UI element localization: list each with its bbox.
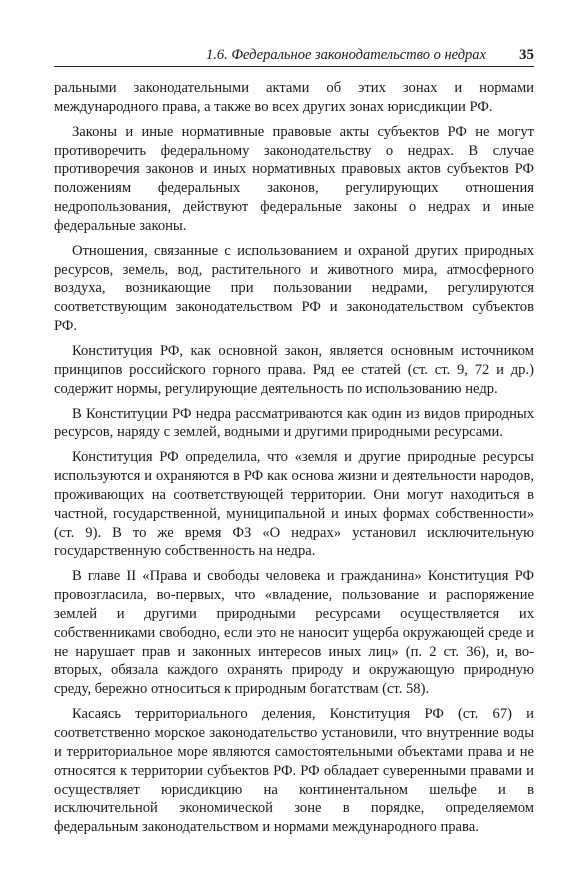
paragraph: В Конституции РФ недра рассматриваются как один из видов природных ресурсов, наряду с землей, водными и другими природными ресурсами. (54, 405, 534, 441)
paragraph: Отношения, связанные с использованием и охраной других природных ресурсов, земель, вод, растительного и животного мира, атмосферного воздуха, возникающие при пользовании недрами, регулируются соответствующим законодательством РФ и законодательством субъектов РФ. (54, 242, 534, 335)
paragraph: Законы и иные нормативные правовые акты субъектов РФ не могут противоречить федеральному законодательству о недрах. В случае противоречия законов и иных нормативных правовых актов субъектов РФ положениям федеральных законов, регулирующих отношения недропользования, действуют федеральные законы о недрах и иные федеральные законы. (54, 123, 534, 234)
book-page (54, 46, 534, 843)
paragraph: Конституция РФ определила, что «земля и другие природные ресурсы используются и охраняются в РФ как основа жизни и деятельности народов, проживающих на соответствующей территории. Они могут находиться в частной, государственной, муниципальной и иных формах собственности» (ст. 9). В то же время ФЗ «О недрах» установил исключительную государственную собственность на недра. (54, 449, 534, 560)
paragraph: Касаясь территориального деления, Конституция РФ (ст. 67) и соответственно морское законодательство установили, что внутренние воды и территориальное море являются самостоятельными объектами права и не относятся к территории субъектов РФ. РФ обладает суверенными правами и осуществляет юрисдикцию на континентальном шельфе и в исключительной экономической зоне в порядке, определяемом федеральным законодательством и нормами международного права. (54, 706, 534, 836)
page-number: 35 (519, 47, 534, 63)
paragraph: В главе II «Права и свободы человека и гражданина» Конституция РФ провозгласила, во-первых, что «владение, пользование и распоряжение землей и другими природными ресурсами осуществляется их собственниками свободно, если это не наносит ущерба окружающей среде и не нарушает прав и законных интересов иных лиц» (п. 2 ст. 36), и, во-вторых, обязала каждого охранять природу и окружающую природную среду, бережно относиться к природным богатствам (ст. 58). (54, 568, 534, 698)
paragraph-continuation: ральными законодательными актами об этих зонах и нормами международного права, а также во всех других зонах юрисдикции РФ. (54, 80, 534, 115)
section-title: 1.6. Федеральное законодательство о недрах (206, 47, 486, 63)
running-header (54, 46, 534, 67)
paragraph: Конституция РФ, как основной закон, является основным источником принципов российского горного права. Ряд ее статей (ст. ст. 9, 72 и др.) содержит нормы, регулирующие деятельность по использованию недр. (54, 342, 534, 397)
body-text (54, 79, 534, 837)
